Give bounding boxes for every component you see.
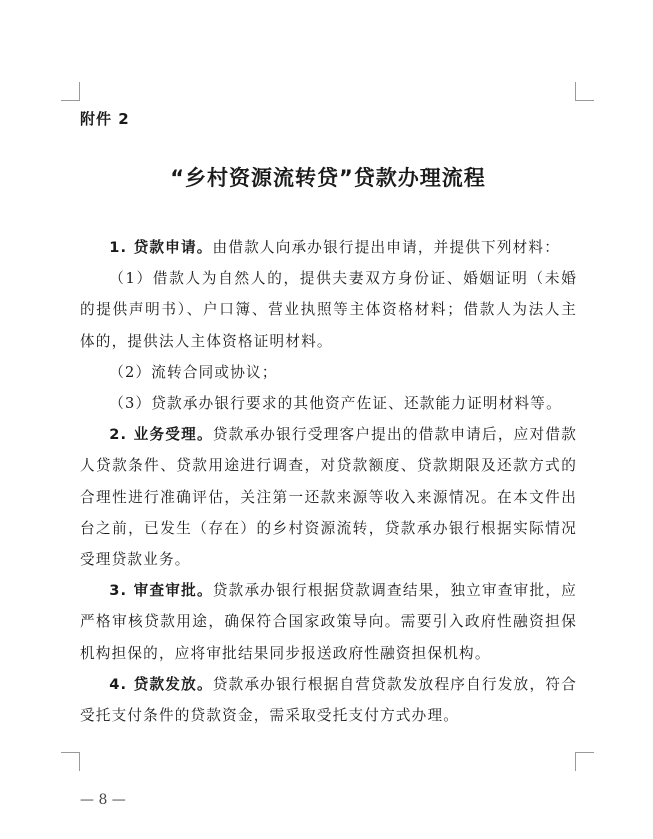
section-1-text: 由借款人向承办银行提出申请，并提供下列材料：	[212, 239, 561, 256]
section-2-paragraph	[80, 419, 577, 575]
crop-mark-top-left	[61, 82, 80, 101]
crop-mark-bottom-left	[61, 752, 80, 771]
section-1-item-2: （2）流转合同或协议；	[109, 363, 278, 381]
section-3-heading: 3. 审查审批。	[109, 582, 213, 600]
crop-mark-bottom-right	[575, 752, 594, 771]
section-2-heading: 2. 业务受理。	[109, 426, 213, 444]
section-4-paragraph	[80, 669, 577, 731]
section-2-text: 贷款承办银行受理客户提出的借款申请后，应对借款人贷款条件、贷款用途进行调查，对贷款额度、贷款期限及还款方式的合理性进行准确评估，关注第一还款来源等收入来源情况。在本文件出台之前，已发生（存在）的乡村资源流转，贷款承办银行根据实际情况受理贷款业务。	[80, 426, 577, 569]
document-title: “乡村资源流转贷”贷款办理流程	[170, 166, 486, 190]
section-1-heading: 1. 贷款申请。	[109, 239, 213, 256]
crop-mark-top-right	[575, 82, 594, 101]
section-3-text: 贷款承办银行根据贷款调查结果，独立审查审批，应严格审核贷款用途，确保符合国家政策导向。需要引入政府性融资担保机构担保的，应将审批结果同步报送政府性融资担保机构。	[80, 582, 577, 662]
section-3-paragraph	[80, 575, 577, 669]
section-1-item-1: （1）借款人为自然人的，提供夫妻双方身份证、婚姻证明（未婚的提供声明书）、户口簿、营业执照等主体资格材料；借款人为法人主体的，提供法人主体资格证明材料。	[80, 270, 577, 350]
section-4-text: 贷款承办银行根据自营贷款发放程序自行发放，符合受托支付条件的贷款资金，需采取受托支付方式办理。	[80, 675, 577, 725]
attachment-label: 附件 2	[80, 110, 130, 128]
section-1-paragraph	[80, 232, 577, 263]
document-body	[80, 232, 577, 731]
page-number: — 8 —	[80, 792, 126, 808]
section-1-item-3: （3）贷款承办银行要求的其他资产佐证、还款能力证明材料等。	[109, 395, 562, 413]
section-4-heading: 4. 贷款发放。	[109, 675, 213, 693]
